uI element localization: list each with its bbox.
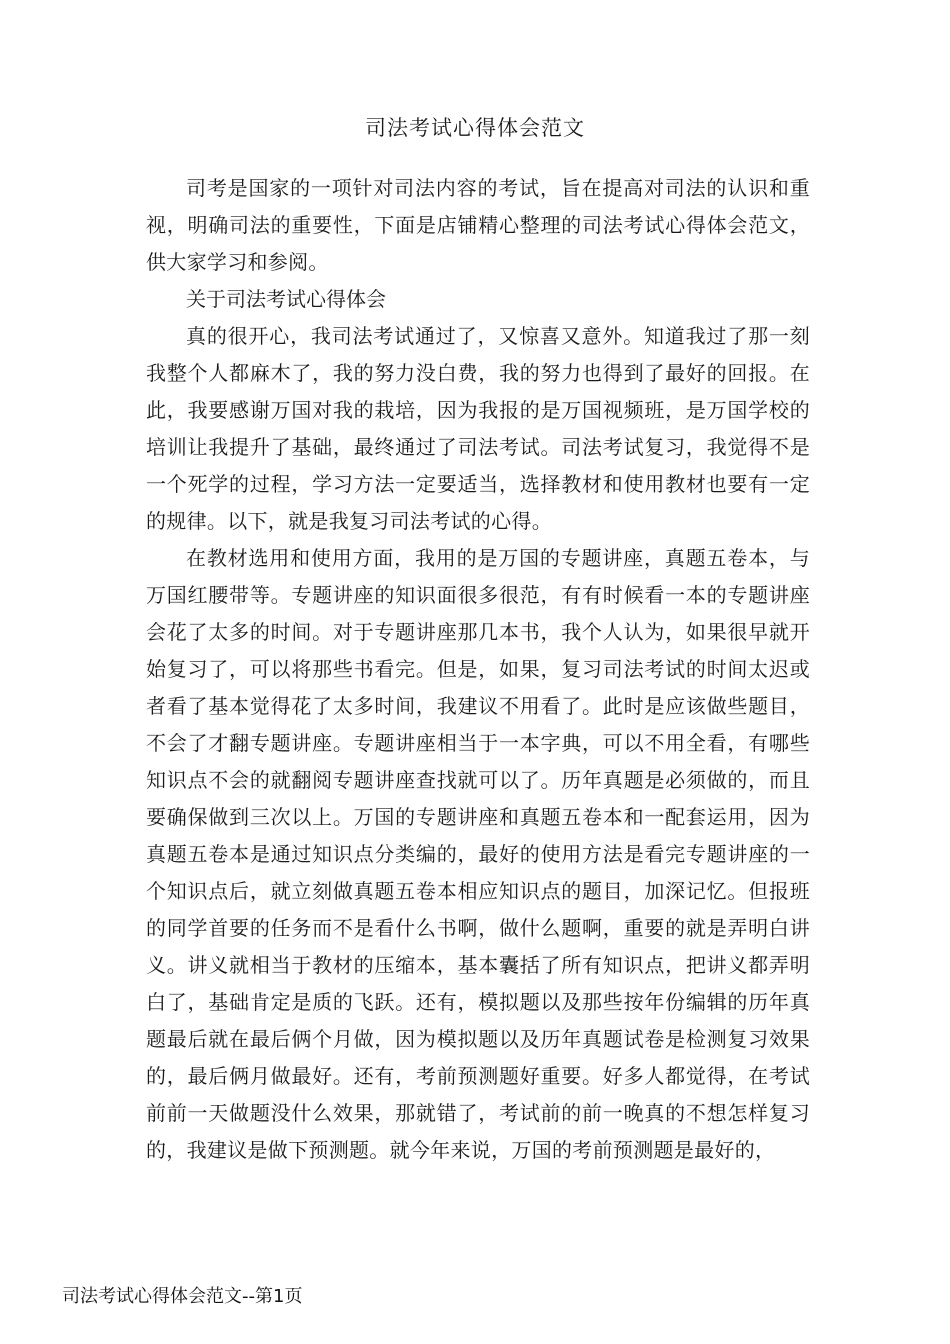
section-heading: 关于司法考试心得体会 — [186, 287, 386, 311]
body-paragraph-1: 真的很开心，我司法考试通过了，又惊喜又意外。知道我过了那一刻我整个人都麻木了，我的努力没白费，我的努力也得到了最好的回报。在此，我要感谢万国对我的栽培，因为我报的是万国视频班，是万国学校的培训让我提升了基础，最终通过了司法考试。司法考试复习，我觉得不是一个死学的过程，学习方法一定要适当，选择教材和使用教材也要有一定的规律。以下，就是我复习司法考试的心得。 — [146, 324, 810, 533]
document-title: 司法考试心得体会范文 — [365, 116, 585, 140]
document-body — [146, 170, 810, 1169]
page-footer: 司法考试心得体会范文--第1页 — [62, 1286, 303, 1307]
body-paragraph-2: 在教材选用和使用方面，我用的是万国的专题讲座，真题五卷本，与万国红腰带等。专题讲座的知识面很多很范，有有时候看一本的专题讲座会花了太多的时间。对于专题讲座那几本书，我个人认为，如果很早就开始复习了，可以将那些书看完。但是，如果，复习司法考试的时间太迟或者看了基本觉得花了太多时间，我建议不用看了。此时是应该做些题目，不会了才翻专题讲座。专题讲座相当于一本字典，可以不用全看，有哪些知识点不会的就翻阅专题讲座查找就可以了。历年真题是必须做的，而且要确保做到三次以上。万国的专题讲座和真题五卷本和一配套运用，因为真题五卷本是通过知识点分类编的，最好的使用方法是看完专题讲座的一个知识点后，就立刻做真题五卷本相应知识点的题目，加深记忆。但报班的同学首要的任务而不是看什么书啊，做什么题啊，重要的就是弄明白讲义。讲义就相当于教材的压缩本，基本囊括了所有知识点，把讲义都弄明白了，基础肯定是质的飞跃。还有，模拟题以及那些按年份编辑的历年真题最后就在最后俩个月做，因为模拟题以及历年真题试卷是检测复习效果的，最后俩月做最好。还有，考前预测题好重要。好多人都觉得，在考试前前一天做题没什么效果，那就错了，考试前的前一晚真的不想怎样复习的，我建议是做下预测题。就今年来说，万国的考前预测题是最好的， — [146, 546, 810, 1162]
intro-paragraph: 司考是国家的一项针对司法内容的考试，旨在提高对司法的认识和重视，明确司法的重要性，下面是店铺精心整理的司法考试心得体会范文，供大家学习和参阅。 — [146, 176, 810, 274]
